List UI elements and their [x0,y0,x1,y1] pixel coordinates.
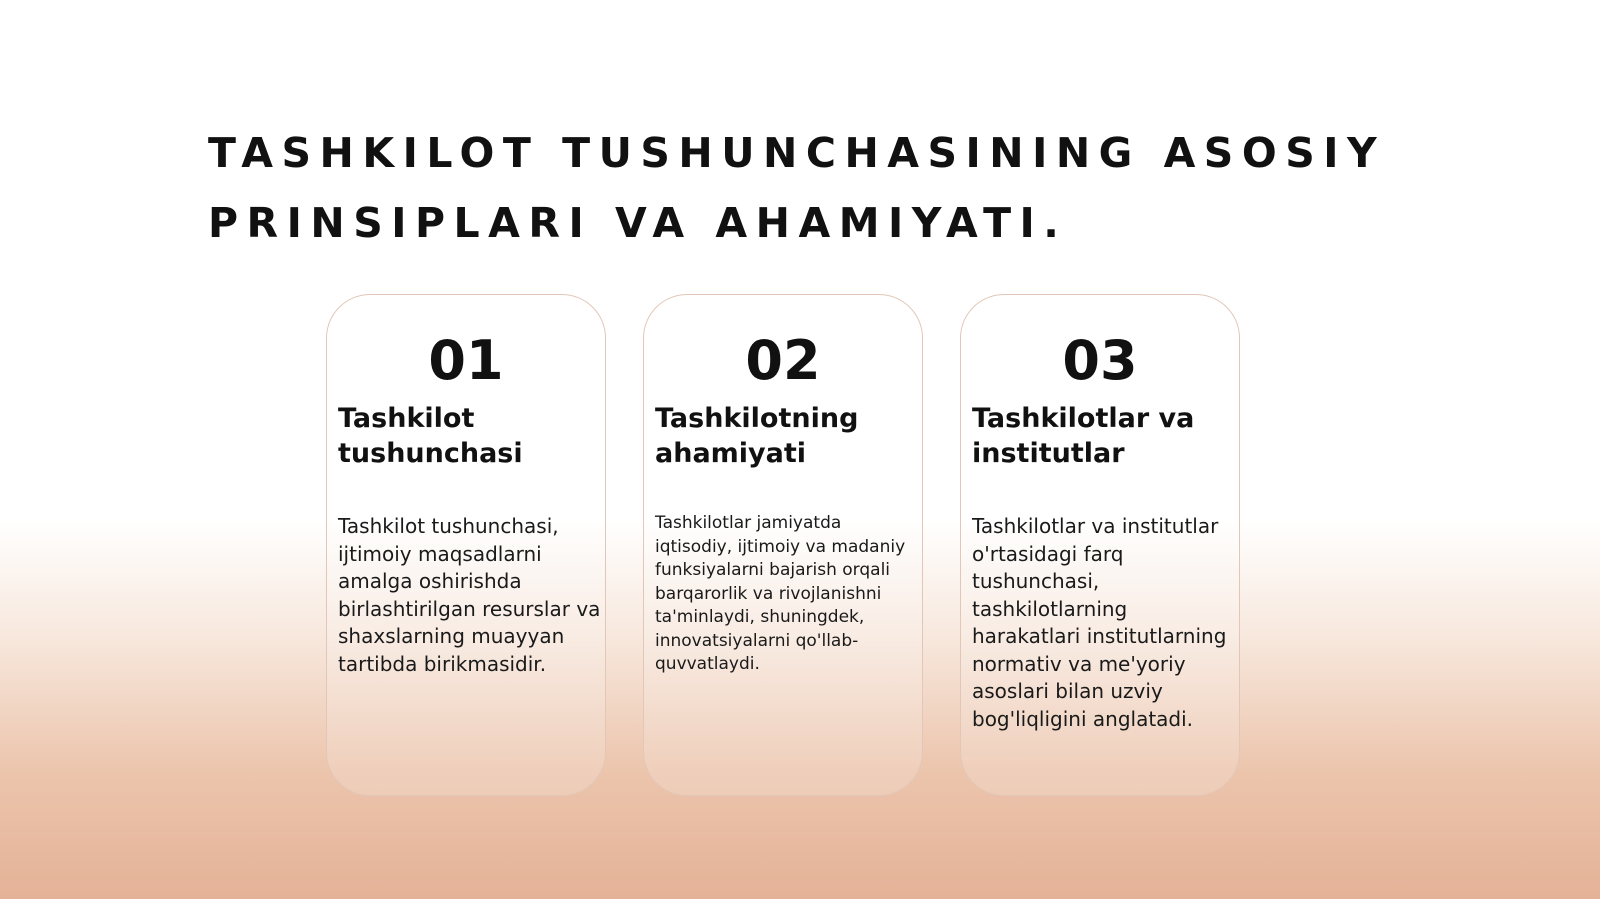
card-heading: Tashkilotning ahamiyati [655,403,859,469]
slide-title: TASHKILOT TUSHUNCHASINING ASOSIY PRINSIPLARI VA AHAMIYATI. [208,129,1386,247]
card-body: Tashkilotlar jamiyatda iqtisodiy, ijtimoiy va madaniy funksiyalarni bajarish orqali barqarorlik va rivojlanishni ta'minlaydi, shuningdek, innovatsiyalarni qo'llab-quvvatlaydi. [655,513,906,674]
card-body: Tashkilot tushunchasi, ijtimoiy maqsadlarni amalga oshirishda birlashtirilgan resurslar va shaxslarning muayyan tartibda birikmasidir. [338,514,601,676]
card-02 [643,294,923,796]
card-number: 03 [1062,329,1138,392]
card-heading: Tashkilot tushunchasi [338,403,523,469]
card-body: Tashkilotlar va institutlar o'rtasidagi farq tushunchasi, tashkilotlarning harakatlari institutlarning normativ va me'yoriy asoslari bilan uzviy bog'liqligini anglatadi. [972,514,1227,731]
card-number: 01 [428,329,504,392]
card-number: 02 [745,329,821,392]
card-03 [960,294,1240,796]
card-01 [326,294,606,796]
card-heading: Tashkilotlar va institutlar [972,403,1195,469]
